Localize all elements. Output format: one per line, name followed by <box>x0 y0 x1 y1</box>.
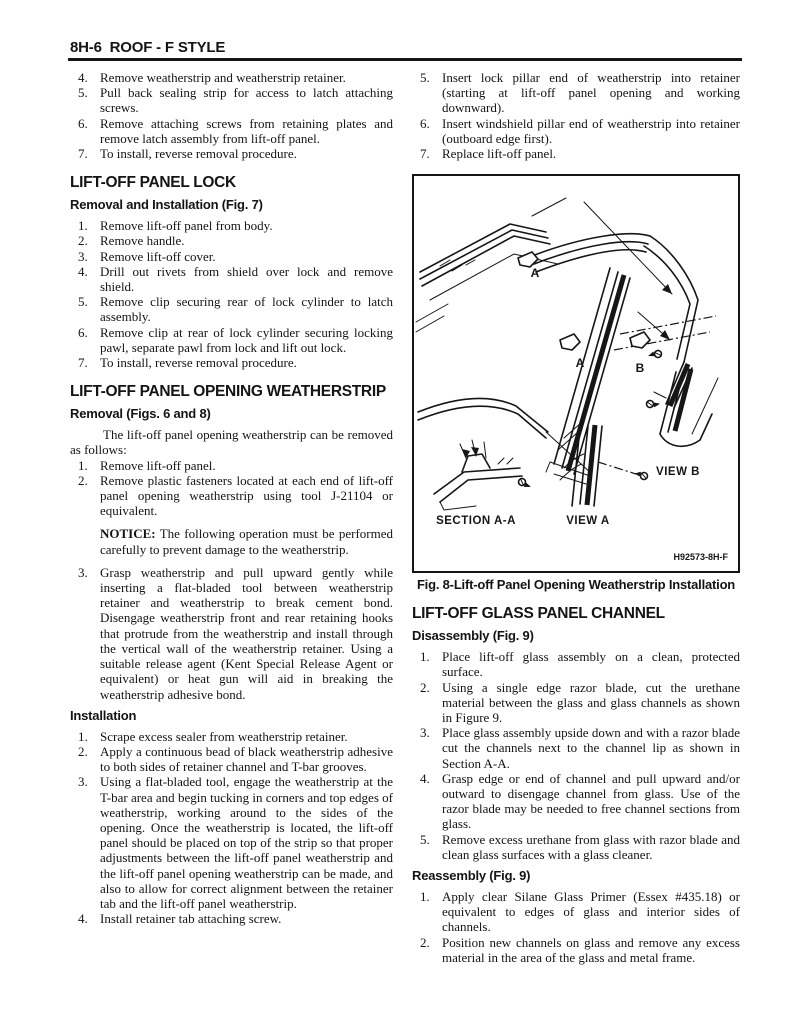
item-number: 3. <box>78 248 88 264</box>
item-number: 2. <box>78 233 88 249</box>
figure-label-a2: A <box>575 356 585 371</box>
item-text: Remove plastic fasteners located at each end of lift-off panel opening weatherstrip using tool J-21104 or equivalent. <box>100 472 393 519</box>
item-text: Install retainer tab attaching screw. <box>100 911 282 927</box>
list-item <box>70 249 393 264</box>
item-text: Place lift-off glass assembly on a clean, protected surface. <box>442 649 740 680</box>
view-b-label: VIEW B <box>656 466 700 479</box>
installation-subtitle: Installation <box>70 707 137 723</box>
section-aa-label: SECTION A-A <box>436 515 516 528</box>
list-item <box>70 294 393 324</box>
list-item <box>412 649 740 679</box>
item-number: 2. <box>420 934 430 950</box>
item-text: Pull back sealing strip for access to latch attaching screws. <box>100 85 393 116</box>
list-item <box>412 70 740 116</box>
item-text: Using a single edge razor blade, cut the urethane material between the glass and glass channels as shown in Figure 9. <box>442 679 740 726</box>
marker-flag-b <box>630 332 650 348</box>
section-aa-detail <box>434 440 522 527</box>
view-a-detail <box>558 422 648 527</box>
item-number: 7. <box>78 146 88 162</box>
arrow-head <box>660 330 670 340</box>
item-text: Remove excess urethane from glass with razor blade and clean glass surfaces with a glass cleaner. <box>442 831 740 862</box>
list-item <box>412 889 740 935</box>
list-item <box>70 774 393 911</box>
item-text: Place glass assembly upside down and with a razor blade cut the channels next to the channel lip as shown in Section A-A. <box>442 725 740 771</box>
item-number: 6. <box>420 115 430 131</box>
part-number-label: H92573-8H-F <box>673 552 728 563</box>
item-number: 1. <box>78 728 88 744</box>
item-number: 6. <box>78 115 88 131</box>
item-number: 5. <box>78 85 88 101</box>
column-left <box>70 70 393 926</box>
item-text: Remove lift-off panel from body. <box>100 218 273 234</box>
list-item <box>70 744 393 774</box>
section-title-glass-channel: LIFT-OFF GLASS PANEL CHANNEL <box>412 605 665 623</box>
item-number: 5. <box>420 831 430 847</box>
list-item <box>70 146 393 161</box>
column-right <box>412 70 740 965</box>
item-text: Remove clip at rear of lock cylinder securing locking pawl, separate pawl from lock and lift out lock. <box>100 324 393 355</box>
list-item <box>70 218 393 233</box>
item-text: Remove weatherstrip and weatherstrip retainer. <box>100 70 346 85</box>
header-rule <box>68 58 742 61</box>
list-item <box>70 116 393 146</box>
list-item <box>412 725 740 771</box>
item-number: 2. <box>78 472 88 488</box>
item-text: Remove handle. <box>100 233 185 249</box>
item-text: To install, reverse removal procedure. <box>100 146 297 162</box>
item-number: 5. <box>78 294 88 310</box>
item-number: 2. <box>78 743 88 759</box>
section-subtitle: Removal and Installation (Fig. 7) <box>70 197 263 213</box>
figure-caption: Fig. 8-Lift-off Panel Opening Weatherstrip Installation <box>416 577 736 593</box>
list-item <box>70 233 393 248</box>
item-number: 1. <box>78 218 88 234</box>
item-number: 4. <box>78 263 88 279</box>
screw-icon <box>517 478 532 490</box>
item-number: 7. <box>78 355 88 371</box>
item-text: Remove lift-off panel. <box>100 457 216 473</box>
view-b-detail <box>646 369 718 478</box>
list-item <box>412 116 740 146</box>
item-number: 1. <box>420 889 430 905</box>
list-item <box>70 565 393 702</box>
figure-label-b: B <box>635 361 645 376</box>
marker-flag-a2 <box>560 334 580 350</box>
section-subtitle: Removal (Figs. 6 and 8) <box>70 406 211 422</box>
list-item <box>412 146 740 161</box>
notice-block <box>100 526 393 556</box>
item-text: Remove attaching screws from retaining plates and remove latch assembly from lift-off panel. <box>100 115 393 146</box>
view-a-label: VIEW A <box>566 515 610 528</box>
item-number: 3. <box>78 564 88 580</box>
item-text: Insert lock pillar end of weatherstrip into retainer (starting at lift-off panel opening and working downward). <box>442 70 740 116</box>
item-text: Insert windshield pillar end of weatherstrip into retainer (outboard edge first). <box>442 115 740 146</box>
section-title-lock: LIFT-OFF PANEL LOCK <box>70 174 236 192</box>
item-number: 4. <box>420 770 430 786</box>
section-title-weatherstrip: LIFT-OFF PANEL OPENING WEATHERSTRIP <box>70 383 386 401</box>
figure-label-a1: A <box>530 266 540 281</box>
item-text: Using a flat-bladed tool, engage the weatherstrip at the T-bar area and begin tucking in corners and top edges of weatherstrip, working around to the sides of the opening. Once the weatherstrip is located, the lift-off panel should be placed on top of the strip so that proper adjustments between the lift-off panel weatherstrip and the lift-off panel opening weatherstrip can be made, and also to allow for correct alignment between the retainer tab and the lift-off panel weatherstrip. <box>100 774 393 911</box>
item-text: Remove clip securing rear of lock cylinder to latch assembly. <box>100 294 393 325</box>
item-number: 4. <box>78 911 88 927</box>
item-number: 5. <box>420 70 430 85</box>
notice-text: The following operation must be performed carefully to prevent damage to the weatherstrip. <box>100 526 393 557</box>
item-text: Remove lift-off cover. <box>100 248 216 264</box>
list-item <box>70 264 393 294</box>
intro-paragraph: The lift-off panel opening weatherstrip can be removed as follows: <box>70 427 393 458</box>
item-text: To install, reverse removal procedure. <box>100 355 297 371</box>
figure-8-drawing <box>414 176 736 570</box>
item-number: 2. <box>420 679 430 695</box>
item-text: Grasp weatherstrip and pull upward gently while inserting a flat-bladed tool between weatherstrip retainer and weatherstrip to break cement bond. Disengage weatherstrip front and rear retaining hooks that protrude from the weatherstrip and install through the vertical wall of the weatherstrip retainer. Using a suitable release agent (Kent Special Release Agent or equivalent) or heat gun will aid in breaking the weatherstrip adhesive bond. <box>100 564 393 702</box>
item-number: 4. <box>78 70 88 85</box>
item-number: 1. <box>420 649 430 665</box>
item-number: 7. <box>420 146 430 162</box>
list-item <box>70 85 393 115</box>
figure-8-box <box>412 174 740 573</box>
page-header-title: 8H-6 ROOF - F STYLE <box>70 39 226 56</box>
list-item <box>412 935 740 965</box>
list-item <box>412 832 740 862</box>
item-number: 6. <box>78 324 88 340</box>
notice-label: NOTICE: <box>100 526 156 542</box>
list-item <box>70 729 393 744</box>
screw-icon <box>647 349 662 361</box>
list-item <box>412 771 740 832</box>
item-text: Replace lift-off panel. <box>442 146 557 162</box>
item-text: Apply clear Silane Glass Primer (Essex #435.18) or equivalent to edges of glass and interior sides of channels. <box>442 889 740 935</box>
list-item <box>412 680 740 726</box>
list-item <box>70 473 393 519</box>
item-number: 3. <box>78 774 88 790</box>
item-number: 3. <box>420 725 430 741</box>
item-text: Scrape excess sealer from weatherstrip retainer. <box>100 728 348 744</box>
item-text: Drill out rivets from shield over lock and remove shield. <box>100 263 393 295</box>
screw-icon <box>646 399 661 409</box>
disassembly-subtitle: Disassembly (Fig. 9) <box>412 628 534 644</box>
list-item <box>70 355 393 370</box>
list-item <box>70 911 393 926</box>
list-item <box>70 458 393 473</box>
list-item <box>70 70 393 85</box>
reassembly-subtitle: Reassembly (Fig. 9) <box>412 868 531 884</box>
item-text: Grasp edge or end of channel and pull upward and/or outward to disengage channel from glass. Use of the razor blade may be needed to free channel sections from glass. <box>442 770 740 832</box>
item-number: 1. <box>78 457 88 473</box>
item-text: Position new channels on glass and remove any excess material in the area of the glass and metal frame. <box>442 934 740 965</box>
list-item <box>70 325 393 355</box>
screw-icon <box>634 471 648 480</box>
item-text: Apply a continuous bead of black weatherstrip adhesive to both sides of retainer channel and T-bar grooves. <box>100 743 393 775</box>
